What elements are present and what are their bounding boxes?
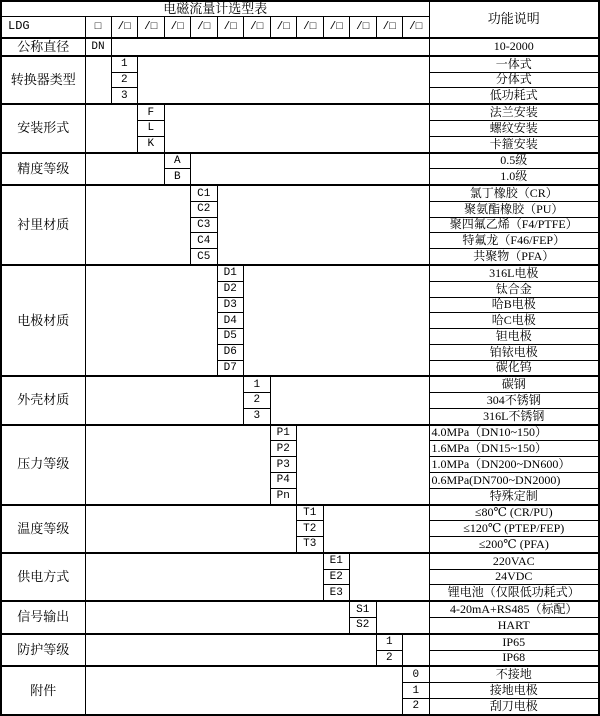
code-cell: T3: [297, 537, 324, 553]
category-label: 精度等级: [1, 153, 85, 186]
category-label: 公称直径: [1, 38, 85, 56]
code-cell: C1: [191, 185, 218, 201]
spacer-cell: [85, 265, 217, 376]
value-cell: 0.6MPa(DN700~DN2000): [429, 472, 599, 488]
value-cell: 碳钢: [429, 376, 599, 392]
code-cell: T1: [297, 505, 324, 521]
code-cell: E3: [323, 585, 350, 601]
code-cell: E2: [323, 569, 350, 585]
value-cell: 卡箍安装: [429, 136, 599, 152]
value-cell: 4.0MPa（DN10~150）: [429, 425, 599, 441]
value-cell: ≤120℃ (PTEP/FEP): [429, 521, 599, 537]
code-cell: 1: [111, 56, 138, 72]
spacer-cell: [85, 185, 191, 265]
function-column-header: 功能说明: [429, 1, 599, 38]
spacer-cell: [323, 505, 429, 553]
spacer-cell: [85, 425, 270, 505]
value-cell: 氯丁橡胶（CR）: [429, 185, 599, 201]
value-cell: 304不锈钢: [429, 393, 599, 409]
spacer-cell: [85, 505, 297, 553]
value-cell: 1.0级: [429, 169, 599, 185]
code-cell: F: [138, 104, 165, 120]
code-cell: K: [138, 136, 165, 152]
spacer-cell: [85, 376, 244, 424]
value-cell: 316L电极: [429, 265, 599, 281]
value-cell: 10-2000: [429, 38, 599, 56]
value-cell: 不接地: [429, 666, 599, 682]
spacer-cell: [138, 56, 430, 104]
code-box-cell: /□: [270, 17, 297, 38]
code-cell: P1: [270, 425, 297, 441]
spacer-cell: [111, 38, 429, 56]
value-cell: 螺纹安装: [429, 121, 599, 137]
code-box-cell: /□: [191, 17, 218, 38]
spacer-cell: [85, 553, 323, 601]
code-cell: D6: [217, 344, 244, 360]
code-box-cell: /□: [164, 17, 191, 38]
value-cell: IP65: [429, 634, 599, 650]
code-cell: C3: [191, 217, 218, 233]
code-cell: 1: [244, 376, 271, 392]
value-cell: 哈B电极: [429, 297, 599, 313]
code-box-cell: /□: [403, 17, 430, 38]
value-cell: 锂电池（仅限低功耗式）: [429, 585, 599, 601]
value-cell: 钽电极: [429, 329, 599, 345]
spacer-cell: [85, 153, 164, 186]
code-cell: T2: [297, 521, 324, 537]
code-cell: S1: [350, 601, 377, 617]
code-cell: 3: [111, 88, 138, 104]
code-box-cell: /□: [244, 17, 271, 38]
code-cell: 2: [403, 698, 430, 715]
code-cell: DN: [85, 38, 111, 56]
category-label: 电极材质: [1, 265, 85, 376]
code-box-cell: □: [85, 17, 111, 38]
value-cell: 碳化钨: [429, 360, 599, 376]
spacer-cell: [85, 666, 403, 715]
code-cell: 2: [111, 72, 138, 88]
category-label: 附件: [1, 666, 85, 715]
category-label: 压力等级: [1, 425, 85, 505]
spacer-cell: [85, 104, 138, 152]
code-cell: C5: [191, 249, 218, 265]
code-box-cell: /□: [217, 17, 244, 38]
code-box-cell: /□: [138, 17, 165, 38]
code-cell: C4: [191, 233, 218, 249]
value-cell: 聚氨酯橡胶（PU）: [429, 201, 599, 217]
spacer-cell: [85, 634, 376, 667]
code-cell: P2: [270, 441, 297, 457]
value-cell: 24VDC: [429, 569, 599, 585]
value-cell: 低功耗式: [429, 88, 599, 104]
spacer-cell: [164, 104, 429, 152]
code-cell: D3: [217, 297, 244, 313]
value-cell: HART: [429, 618, 599, 634]
code-cell: D5: [217, 329, 244, 345]
spacer-cell: [85, 601, 350, 634]
category-label: 外壳材质: [1, 376, 85, 424]
code-cell: D4: [217, 313, 244, 329]
value-cell: ≤80℃ (CR/PU): [429, 505, 599, 521]
value-cell: 共聚物（PFA）: [429, 249, 599, 265]
code-cell: P4: [270, 472, 297, 488]
code-cell: B: [164, 169, 191, 185]
spacer-cell: [244, 265, 430, 376]
code-cell: P3: [270, 457, 297, 473]
code-cell: C2: [191, 201, 218, 217]
value-cell: 220VAC: [429, 553, 599, 569]
value-cell: 法兰安装: [429, 104, 599, 120]
spacer-cell: [191, 153, 430, 186]
code-box-cell: /□: [323, 17, 350, 38]
value-cell: 接地电极: [429, 683, 599, 699]
code-cell: L: [138, 121, 165, 137]
code-cell: D7: [217, 360, 244, 376]
category-label: 温度等级: [1, 505, 85, 553]
value-cell: 一体式: [429, 56, 599, 72]
category-label: 供电方式: [1, 553, 85, 601]
page-title: 电磁流量计选型表: [1, 1, 429, 17]
model-prefix-cell: LDG: [1, 17, 85, 38]
value-cell: 刮刀电极: [429, 698, 599, 715]
value-cell: 1.6MPa（DN15~150）: [429, 441, 599, 457]
code-box-cell: /□: [297, 17, 324, 38]
code-cell: 1: [403, 683, 430, 699]
code-cell: Pn: [270, 488, 297, 504]
value-cell: 哈C电极: [429, 313, 599, 329]
code-cell: 0: [403, 666, 430, 682]
value-cell: 316L不锈钢: [429, 408, 599, 424]
code-cell: 2: [376, 650, 403, 666]
code-cell: D2: [217, 281, 244, 297]
code-cell: A: [164, 153, 191, 169]
category-label: 安装形式: [1, 104, 85, 152]
category-label: 转换器类型: [1, 56, 85, 104]
value-cell: 聚四氟乙烯（F4/PTFE）: [429, 217, 599, 233]
code-box-cell: /□: [376, 17, 403, 38]
value-cell: 分体式: [429, 72, 599, 88]
value-cell: 1.0MPa（DN200~DN600）: [429, 457, 599, 473]
code-box-cell: /□: [111, 17, 138, 38]
value-cell: 4-20mA+RS485（标配）: [429, 601, 599, 617]
value-cell: 特殊定制: [429, 488, 599, 504]
spacer-cell: [403, 634, 430, 667]
spacer-cell: [85, 56, 111, 104]
spacer-cell: [376, 601, 429, 634]
value-cell: 铂铱电极: [429, 344, 599, 360]
category-label: 衬里材质: [1, 185, 85, 265]
value-cell: IP68: [429, 650, 599, 666]
code-cell: 3: [244, 408, 271, 424]
value-cell: 0.5级: [429, 153, 599, 169]
value-cell: 特氟龙（F46/FEP）: [429, 233, 599, 249]
code-box-cell: /□: [350, 17, 377, 38]
code-cell: 2: [244, 393, 271, 409]
code-cell: 1: [376, 634, 403, 650]
value-cell: ≤200℃ (PFA): [429, 537, 599, 553]
spacer-cell: [270, 376, 429, 424]
code-cell: S2: [350, 618, 377, 634]
category-label: 防护等级: [1, 634, 85, 667]
spacer-cell: [350, 553, 430, 601]
code-cell: E1: [323, 553, 350, 569]
spacer-cell: [297, 425, 430, 505]
value-cell: 钛合金: [429, 281, 599, 297]
code-cell: D1: [217, 265, 244, 281]
category-label: 信号输出: [1, 601, 85, 634]
spacer-cell: [217, 185, 429, 265]
